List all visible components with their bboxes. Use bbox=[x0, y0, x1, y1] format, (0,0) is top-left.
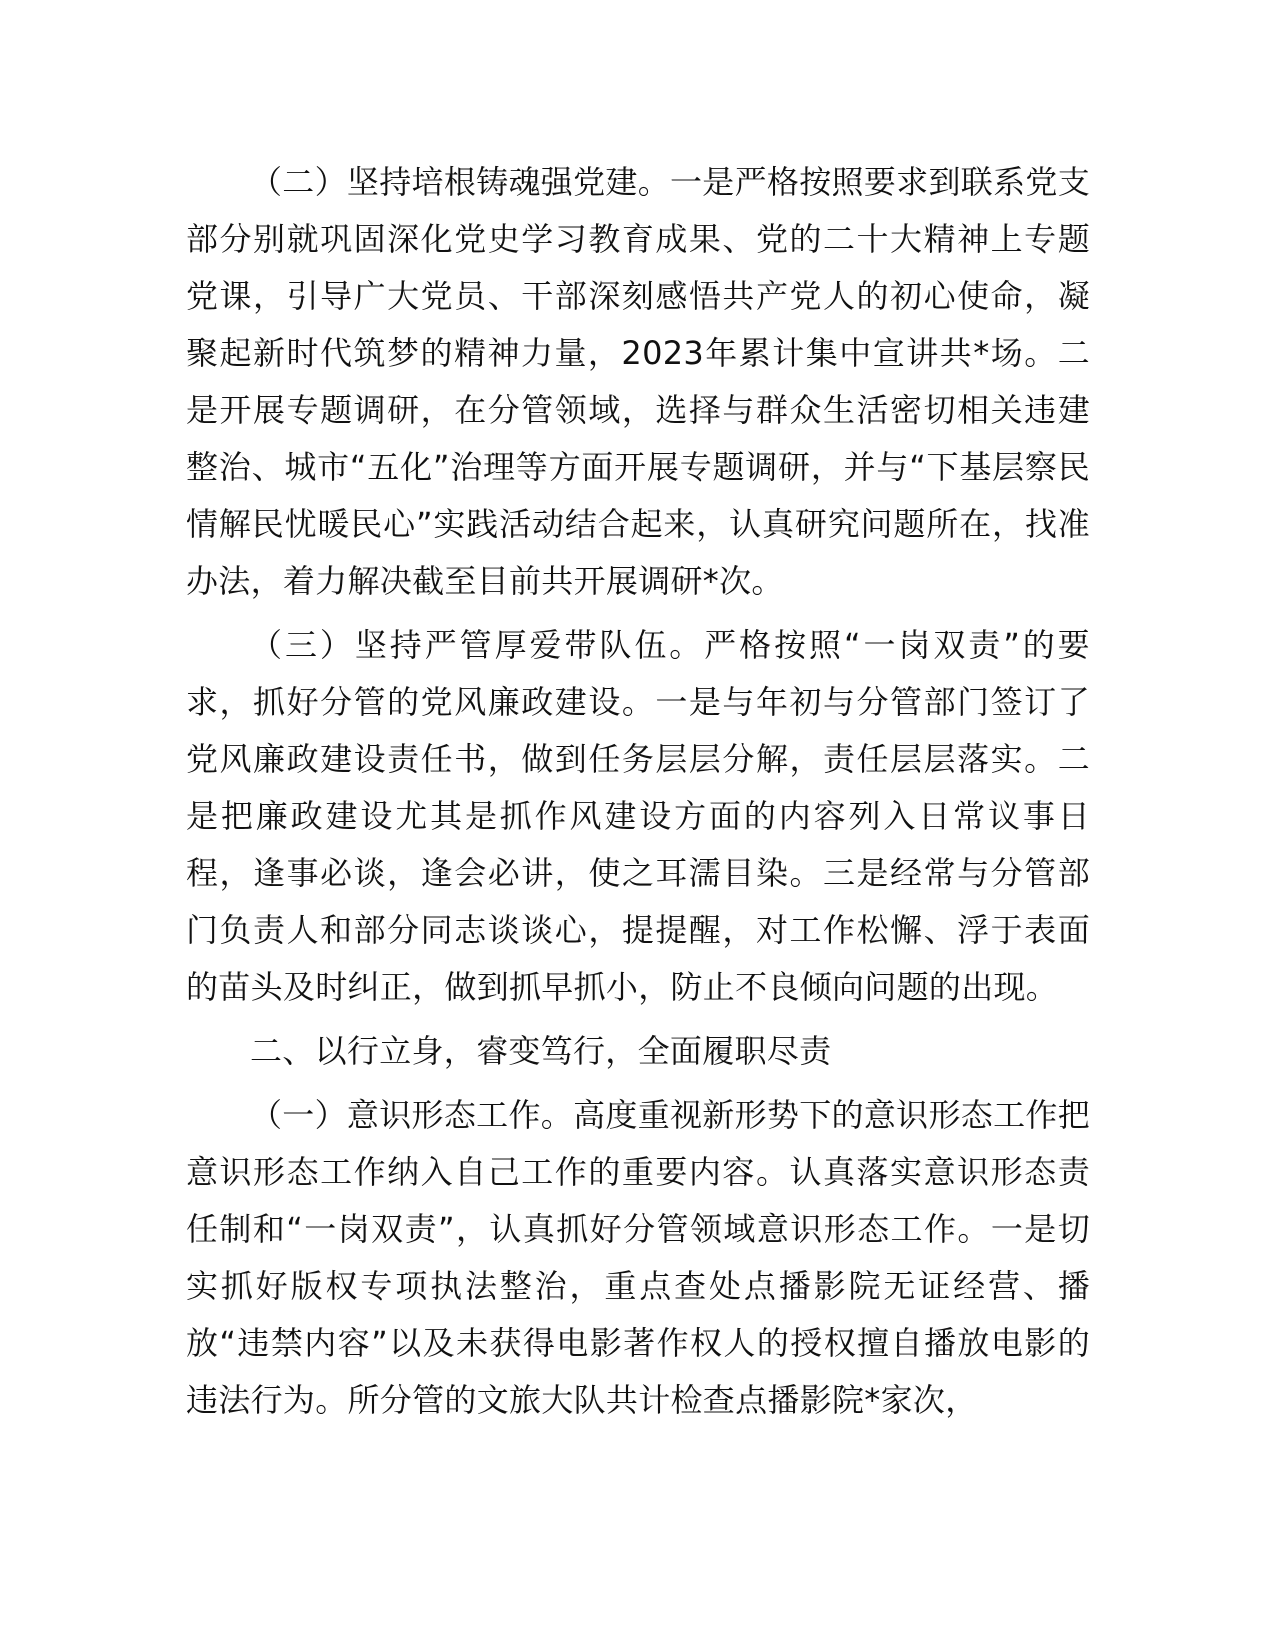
paragraph-party-building: （二）坚持培根铸魂强党建。一是严格按照要求到联系党支部分别就巩固深化党史学习教育成果、党的二十大精神上专题党课，引导广大党员、干部深刻感悟共产党人的初心使命，凝聚起新时代筑梦的精神力量，2023年累计集中宣讲共*场。二是开展专题调研，在分管领域，选择与群众生活密切相关违建整治、城市“五化”治理等方面开展专题调研，并与“下基层察民情解民忧暖民心”实践活动结合起来，认真研究问题所在，找准办法，着力解决截至目前共开展调研*次。 bbox=[186, 163, 1090, 600]
paragraph-ideology-work: （一）意识形态工作。高度重视新形势下的意识形态工作把意识形态工作纳入自己工作的重要内容。认真落实意识形态责任制和“一岗双责”，认真抓好分管领域意识形态工作。一是切实抓好版权专项执法整治，重点查处点播影院无证经营、播放“违禁内容”以及未获得电影著作权人的授权擅自播放电影的违法行为。所分管的文旅大队共计检查点播影院*家次， bbox=[186, 1096, 1090, 1419]
paragraph-team-management: （三）坚持严管厚爱带队伍。严格按照“一岗双责”的要求，抓好分管的党风廉政建设。一是与年初与分管部门签订了党风廉政建设责任书，做到任务层层分解，责任层层落实。二是把廉政建设尤其是抓作风建设方面的内容列入日常议事日程，逢事必谈，逢会必讲，使之耳濡目染。三是经常与分管部门负责人和部分同志谈谈心，提提醒，对工作松懈、浮于表面的苗头及时纠正，做到抓早抓小，防止不良倾向问题的出现。 bbox=[186, 626, 1090, 1006]
section-heading: 二、以行立身，睿变笃行，全面履职尽责 bbox=[250, 1032, 832, 1070]
document-body bbox=[186, 154, 1090, 1436]
